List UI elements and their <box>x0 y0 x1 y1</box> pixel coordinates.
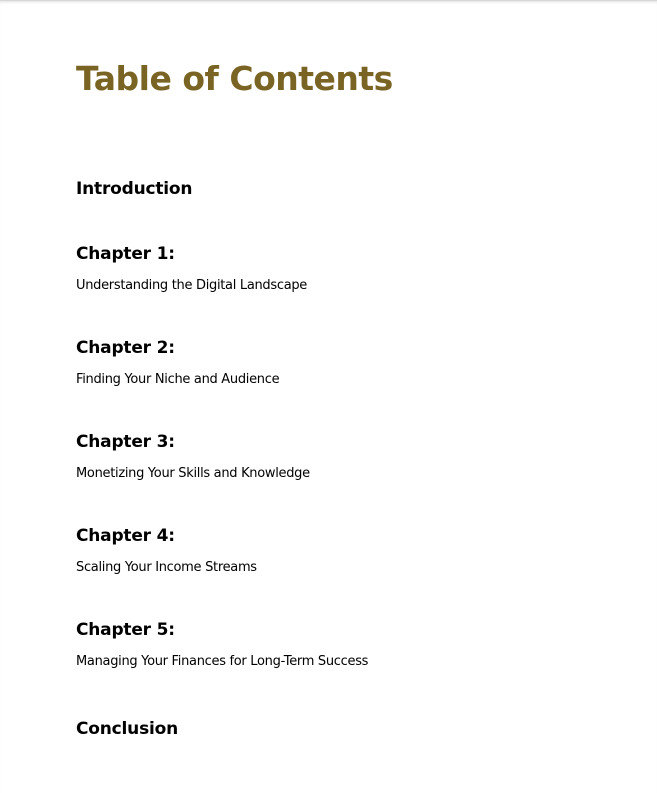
toc-heading-chapter-5[interactable]: Chapter 5: <box>76 620 175 640</box>
toc-subtitle-chapter-1[interactable]: Understanding the Digital Landscape <box>76 278 308 293</box>
toc-heading-chapter-2[interactable]: Chapter 2: <box>76 338 175 358</box>
toc-subtitle-chapter-4[interactable]: Scaling Your Income Streams <box>76 560 257 575</box>
toc-subtitle-chapter-2[interactable]: Finding Your Niche and Audience <box>76 372 280 387</box>
page-title: Table of Contents <box>76 59 393 98</box>
toc-subtitle-chapter-5[interactable]: Managing Your Finances for Long-Term Success <box>76 654 369 669</box>
toc-subtitle-chapter-3[interactable]: Monetizing Your Skills and Knowledge <box>76 466 310 481</box>
toc-heading-chapter-3[interactable]: Chapter 3: <box>76 432 175 452</box>
toc-heading-introduction[interactable]: Introduction <box>76 179 193 199</box>
toc-heading-conclusion[interactable]: Conclusion <box>76 719 178 739</box>
toc-heading-chapter-1[interactable]: Chapter 1: <box>76 244 175 264</box>
toc-heading-chapter-4[interactable]: Chapter 4: <box>76 526 175 546</box>
